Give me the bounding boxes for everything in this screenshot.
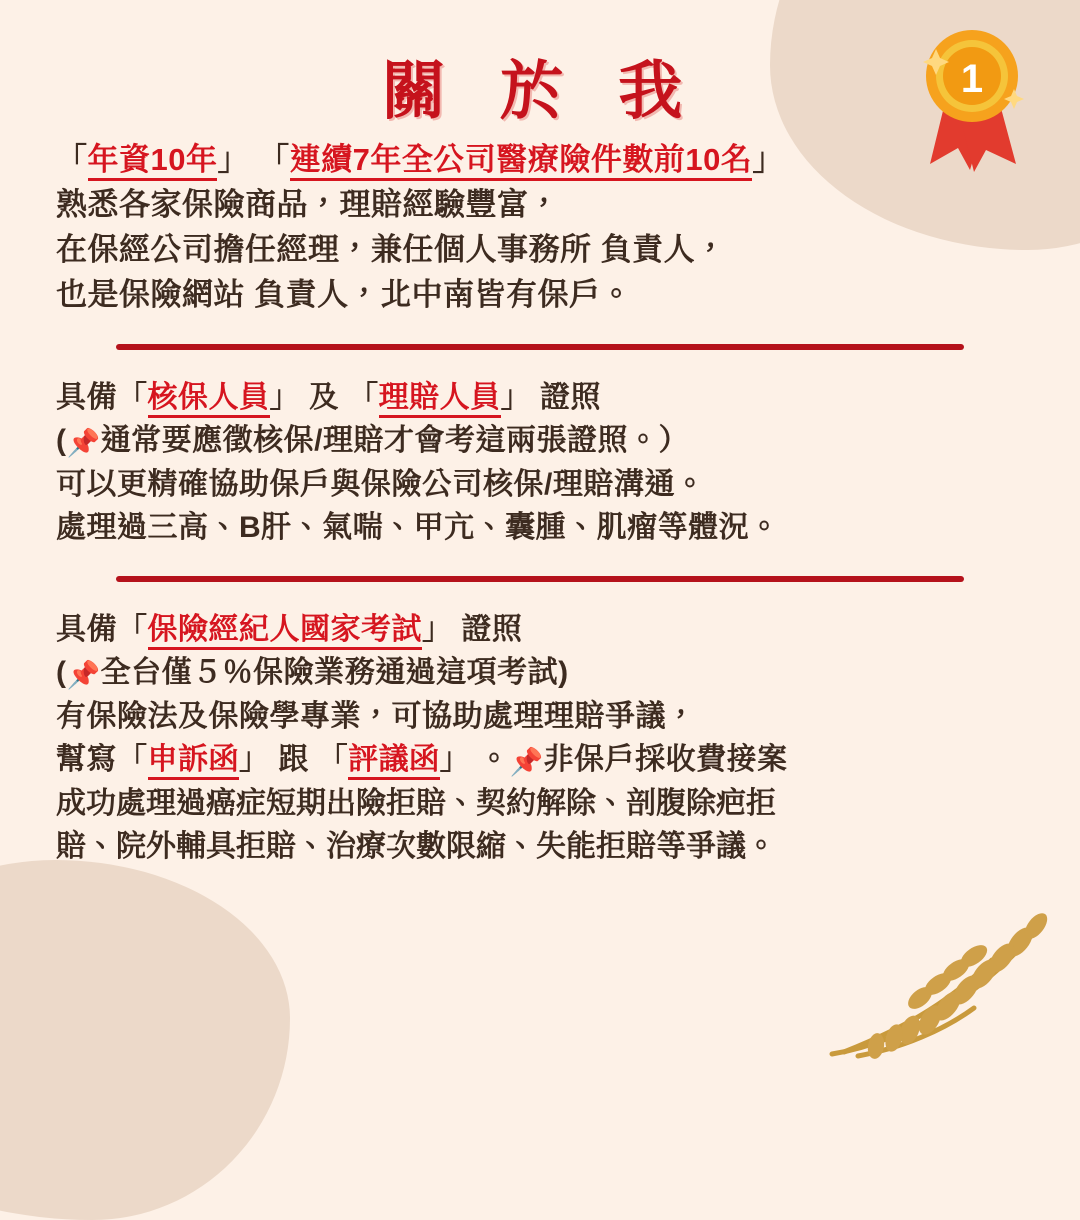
broker-line-5: 成功處理過癌症短期出險拒賠、契約解除、剖腹除疤拒 — [56, 786, 776, 820]
broker-title-line — [56, 608, 1024, 652]
highlight-ranking: 連續7年全公司醫療險件數前10名 — [290, 142, 753, 181]
underwriting-line-3: 可以更精確協助保戶與保險公司核保/理賠溝通。 — [56, 467, 706, 501]
broker-note-line — [56, 651, 1024, 695]
svg-text:1: 1 — [960, 57, 984, 101]
intro-line-3: 在保經公司擔任經理，兼任個人事務所 負責人， — [56, 231, 727, 267]
quote-middle: 」 「 — [217, 142, 290, 177]
underwriting-line-4: 處理過三高、B肝、氣喘、甲亢、囊腫、肌瘤等體況。 — [56, 511, 780, 545]
page-title: 關 於 我 — [381, 55, 699, 129]
letters-pre: 幫寫「 — [56, 743, 148, 777]
broker-note-text: 全台僅５％保險業務通過這項考試) — [100, 656, 569, 690]
uw-mid: 」 及 「 — [269, 380, 379, 414]
highlight-claims-license: 理賠人員 — [379, 381, 501, 418]
broker-post: 」 證照 — [422, 612, 523, 646]
uw-post: 」 證照 — [500, 380, 602, 414]
underwriting-note-line — [56, 419, 1024, 463]
paren-open-2: ( — [56, 656, 67, 690]
underwriting-note-text: 通常要應徵核保/理賠才會考這兩張證照。） — [100, 424, 689, 458]
highlight-broker-exam: 保險經紀人國家考試 — [148, 613, 423, 650]
highlight-underwriter-license: 核保人員 — [148, 381, 270, 418]
broker-line-6: 賠、院外輔具拒賠、治療次數限縮、失能拒賠等爭議。 — [56, 830, 776, 864]
uw-pre: 具備「 — [56, 380, 148, 414]
divider-2 — [116, 576, 964, 582]
highlight-review-letter: 評議函 — [348, 743, 440, 780]
intro-credentials-line — [56, 138, 1024, 183]
letters-mid: 」 跟 「 — [239, 743, 349, 777]
pushpin-icon: 📌 — [509, 747, 544, 778]
section-intro — [56, 138, 1024, 318]
underwriting-title-line — [56, 376, 1024, 420]
highlight-seniority: 年資10年 — [88, 142, 218, 181]
divider-1 — [116, 344, 964, 350]
broker-pre: 具備「 — [56, 612, 148, 646]
highlight-appeal-letter: 申訴函 — [148, 743, 240, 780]
pushpin-icon: 📌 — [66, 428, 101, 459]
paren-open: ( — [56, 424, 67, 458]
quote-open: 「 — [56, 142, 88, 177]
section-underwriting — [56, 376, 1024, 550]
broker-line-3: 有保險法及保險學專業，可協助處理理賠爭議， — [56, 699, 697, 733]
letters-tail: 非保戶採收費接案 — [543, 743, 788, 777]
intro-line-2: 熟悉各家保險商品，理賠經驗豐富， — [56, 186, 560, 222]
pushpin-icon: 📌 — [66, 660, 101, 691]
section-broker — [56, 608, 1024, 869]
quote-close: 」 — [752, 142, 784, 177]
intro-line-4: 也是保險網站 負責人，北中南皆有保戶。 — [56, 276, 633, 312]
broker-letters-line — [56, 738, 1024, 782]
letters-post: 」 。 — [439, 743, 510, 777]
